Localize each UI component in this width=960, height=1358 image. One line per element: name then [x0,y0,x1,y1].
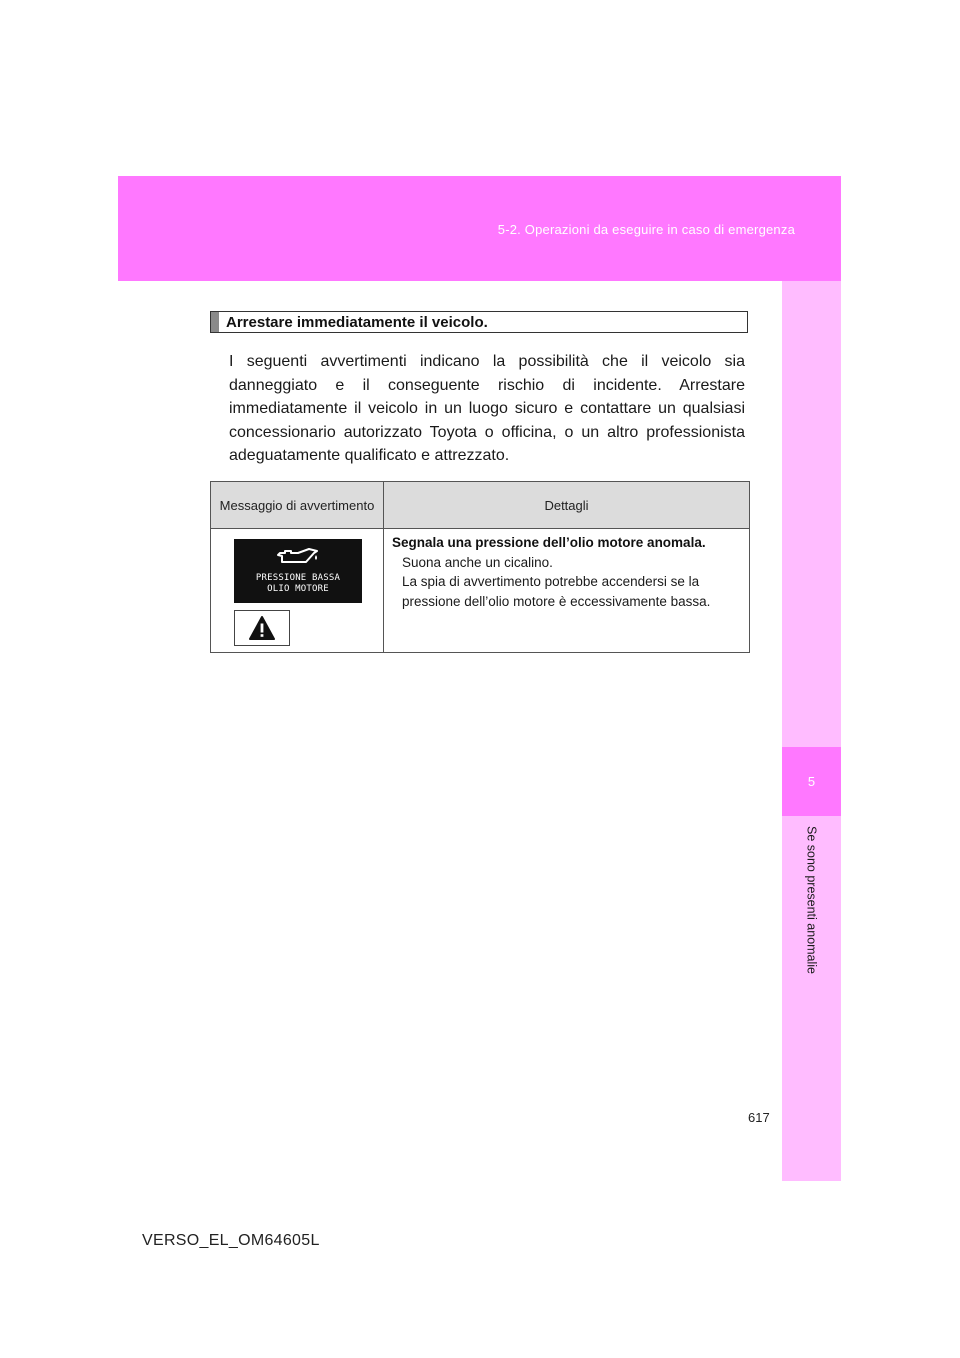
master-warning-box [234,610,290,646]
message-cell [211,529,384,653]
display-line-1: PRESSIONE BASSA [255,573,341,583]
detail-line: Suona anche un cicalino. [402,554,553,570]
chapter-title-text: Se sono presenti anomalie [804,826,819,975]
detail-title: Segnala una pressione dell’olio motore anomala. [392,535,706,550]
column-header-details: Dettagli [384,482,750,529]
header-band [118,176,841,281]
chapter-title [782,826,841,1076]
oil-can-icon [276,545,320,567]
display-line-2: OLIO MOTORE [267,584,329,594]
intro-paragraph: I seguenti avvertimenti indicano la possibilità che il veicolo sia danneggiato e il conseguente rischio di incidente. Arrestare immediatamente il veicolo in un luogo sicuro e contattare un qualsiasi concessionario autorizzato Toyota o officina, o un altro professionista adeguatamente qualificato e attrezzato. [229,353,745,464]
heading-marker [211,312,219,332]
chapter-number: 5 [782,747,841,816]
document-code: VERSO_EL_OM64605L [142,1232,320,1249]
section-breadcrumb: 5-2. Operazioni da eseguire in caso di emergenza [497,222,795,237]
section-heading [210,311,748,333]
warning-display [234,539,362,603]
column-header-message: Messaggio di avvertimento [211,482,384,529]
details-cell [384,529,750,653]
warning-table [210,481,750,653]
section-heading-text: Arrestare immediatamente il veicolo. [226,313,488,331]
table-row [211,529,750,653]
exclamation-triangle-icon [248,615,276,641]
table-header-row [211,482,750,529]
page-number: 617 [748,1110,770,1125]
detail-line: La spia di avvertimento potrebbe accendersi se la pressione dell’olio motore è eccessivamente bassa. [402,574,711,609]
